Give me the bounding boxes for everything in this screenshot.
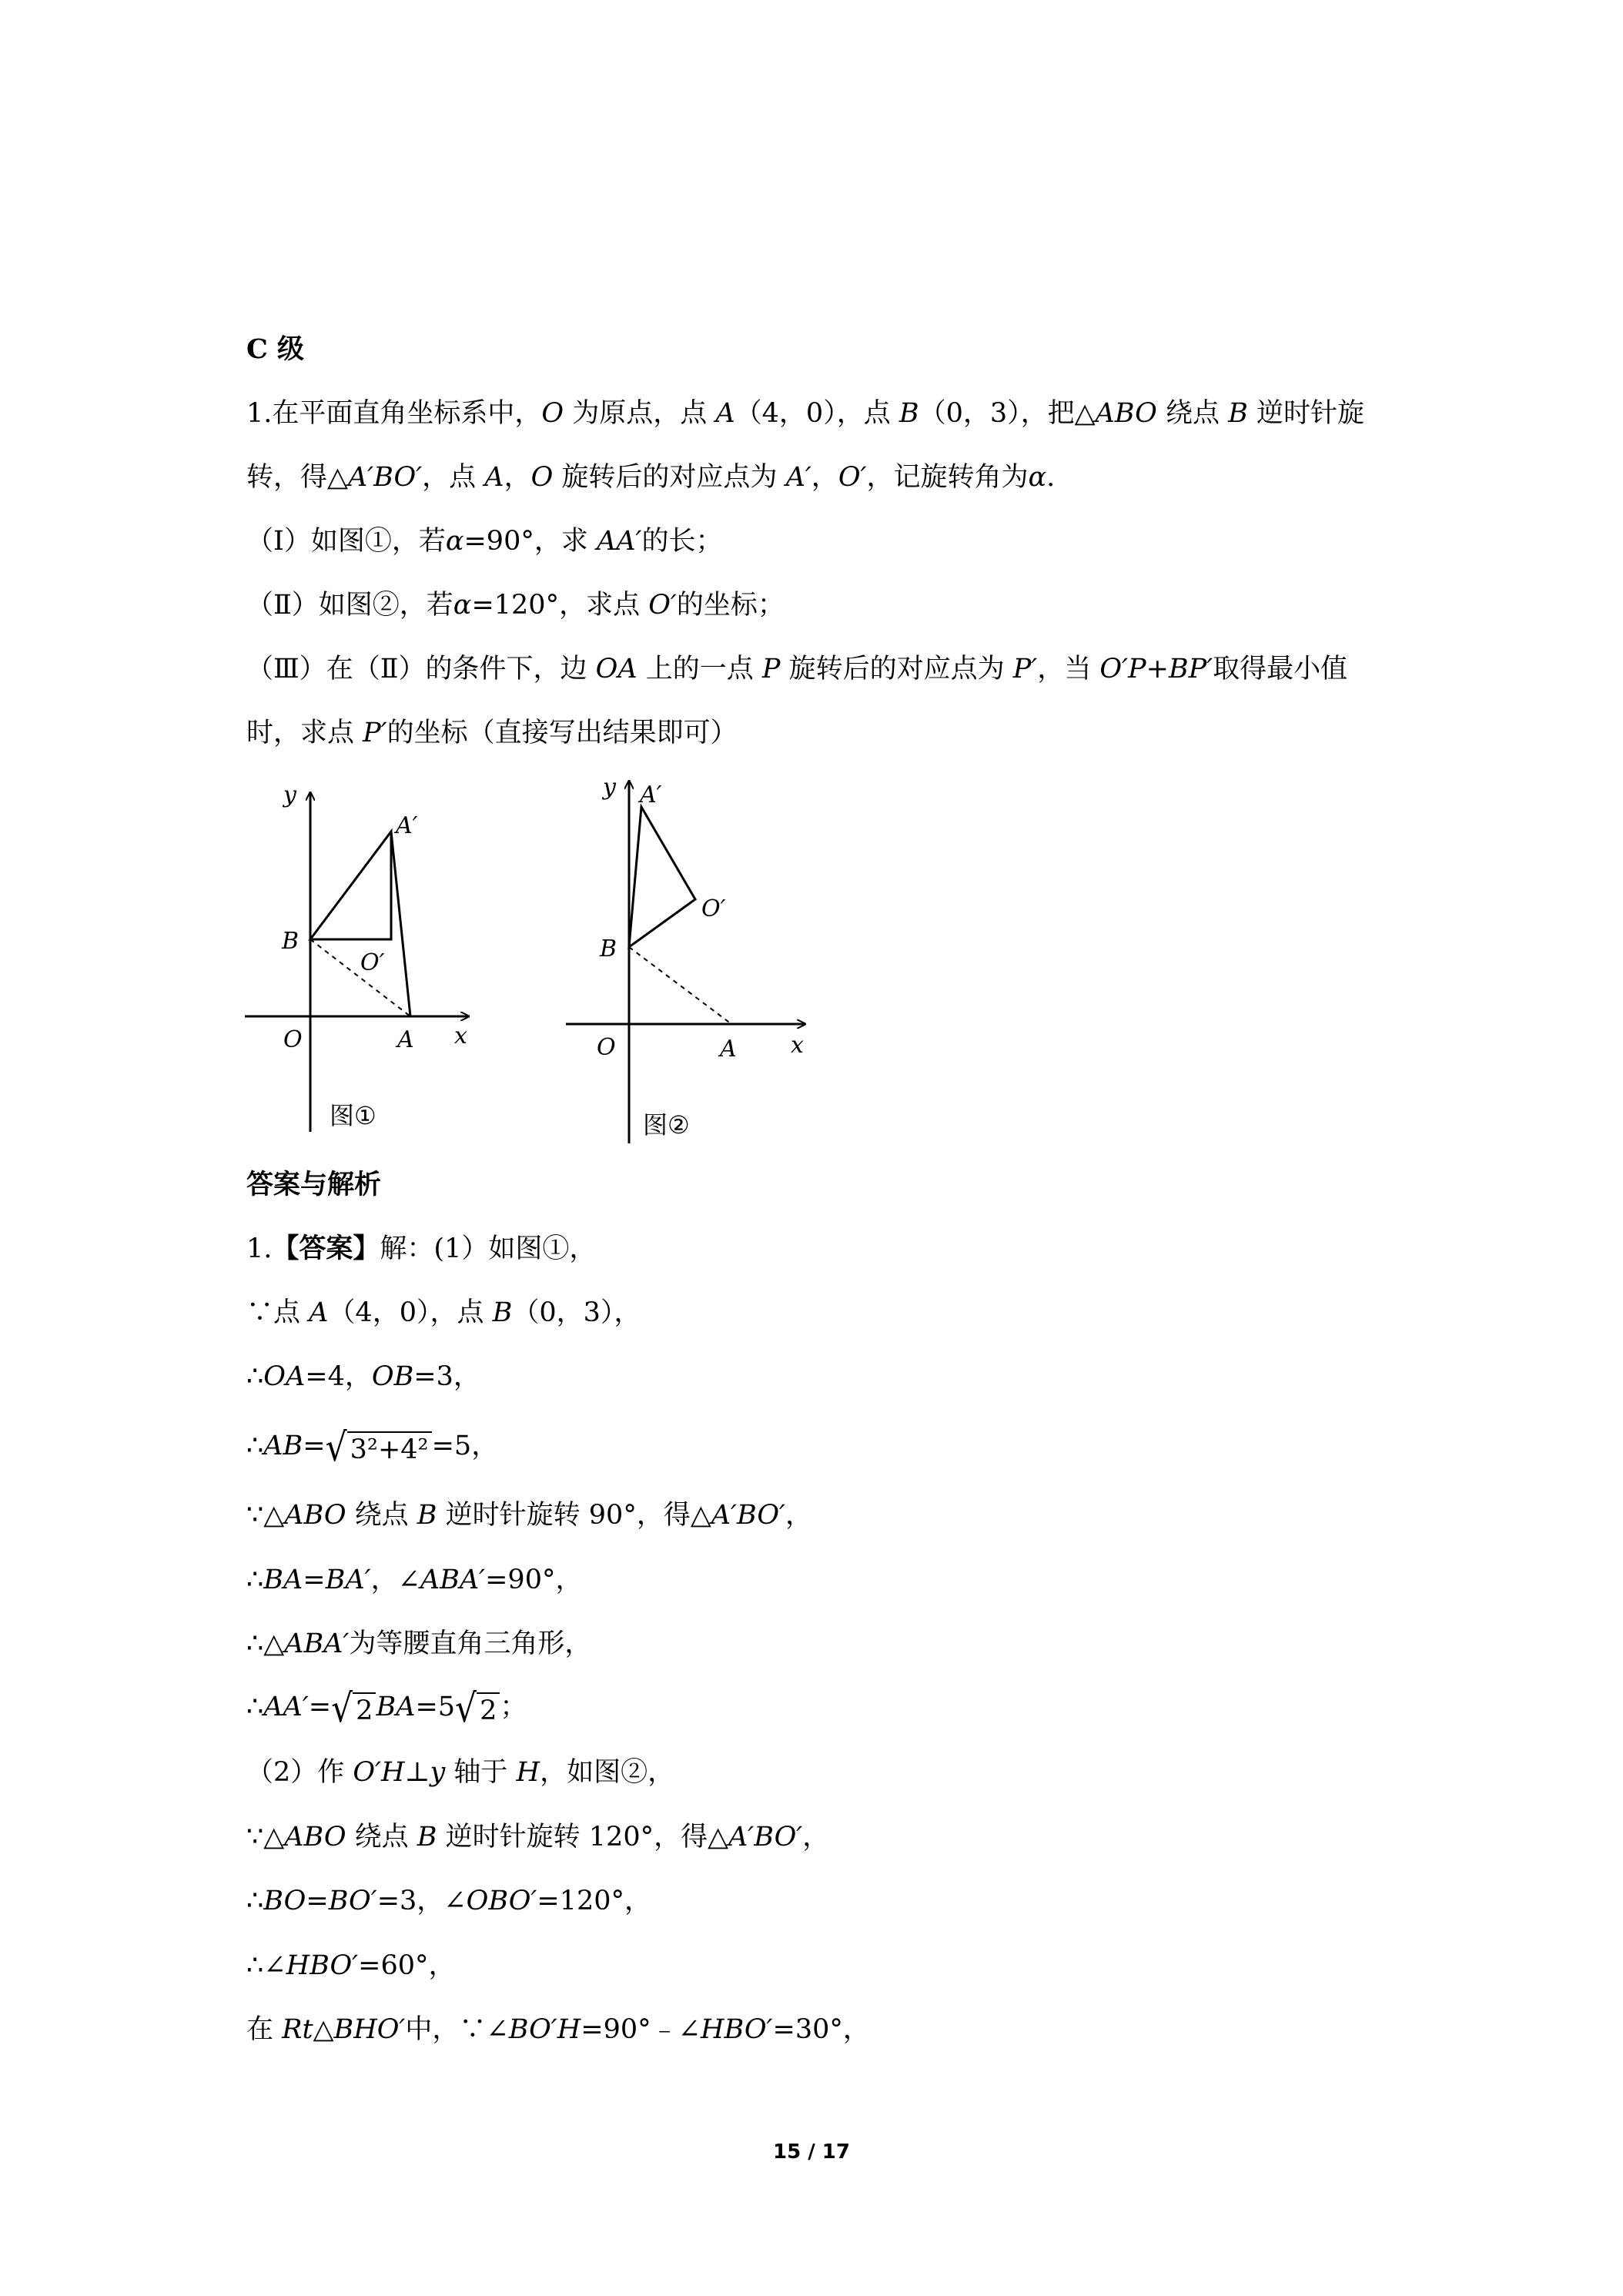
answer-line-1: 1.【答案】解：(1）如图①， [246, 1233, 597, 1264]
question-part-2: （Ⅱ）如图②，若α=120°，求点 O′的坐标； [246, 590, 785, 621]
fig2-label-y: y [603, 774, 616, 801]
fig2-caption: 图② [643, 1110, 690, 1140]
fig2-label-a: A [720, 1036, 737, 1063]
fig2-label-a1: A′ [640, 782, 662, 808]
fig2-label-o: O [597, 1034, 616, 1061]
answer-line-10: ∵△ABO 绕点 B 逆时针旋转 120°，得△A′BO′， [246, 1822, 830, 1853]
sqrt-2-b: √ 2 [455, 1689, 500, 1728]
answer-line-8: ∴AA′=√ 2 BA=5√ 2 ； [246, 1686, 527, 1732]
sqrt-2-a: √ 2 [331, 1689, 376, 1728]
answer-line-9: （2）作 O′H⊥y 轴于 H，如图②， [246, 1757, 675, 1788]
fig2-label-x: x [791, 1032, 804, 1059]
page-number: 15 / 17 [773, 2140, 850, 2164]
fig1-label-b: B [282, 928, 300, 955]
fig1-line-a1a [391, 832, 410, 1016]
fig1-triangle-a1bo1 [310, 832, 391, 939]
answer-line-5: ∵△ABO 绕点 B 逆时针旋转 90°，得△A′BO′， [246, 1500, 812, 1531]
figure-1 [245, 770, 476, 1147]
fig1-label-a: A [397, 1026, 414, 1053]
answer-line-2: ∵点 A（4，0），点 B（0，3）， [246, 1297, 641, 1328]
answer-line-11: ∴BO=BO′=3，∠OBO′=120°， [246, 1886, 651, 1916]
fig2-dashed-ab [629, 947, 731, 1024]
sqrt-3sq-4sq: √ 3²+4² [326, 1426, 432, 1469]
fig1-label-x: x [454, 1022, 467, 1049]
fig1-label-o: O [283, 1026, 303, 1053]
answer-line-13: 在 Rt△BHO′中，∵∠BO′H=90°﹣∠HBO′=30°， [246, 2014, 870, 2045]
answer-line-4: ∴AB=√ 3²+4² =5， [246, 1425, 499, 1471]
section-title: C 级 [246, 333, 305, 365]
figure-2 [566, 762, 820, 1147]
question-line-1: 1.在平面直角坐标系中，O 为原点，点 A（4，0），点 B（0，3），把△ABO 绕点 B 逆时针旋 [246, 398, 1364, 429]
fig1-label-y: y [283, 782, 296, 808]
answer-line-12: ∴∠HBO′=60°， [246, 1950, 456, 1981]
fig1-caption: 图① [330, 1101, 376, 1130]
fig1-label-a1: A′ [396, 812, 418, 839]
fig2-triangle-a1bo1 [629, 807, 695, 947]
question-part-3-cont: 时，求点 P′的坐标（直接写出结果即可） [246, 718, 738, 748]
fig1-label-o1: O′ [360, 949, 385, 976]
answer-line-3: ∴OA=4，OB=3， [246, 1361, 480, 1392]
answer-title: 答案与解析 [246, 1169, 382, 1200]
question-part-1: （Ⅰ）如图①，若α=90°，求 AA′的长； [246, 526, 723, 557]
answer-line-6: ∴BA=BA′，∠ABA′=90°， [246, 1565, 583, 1595]
fig2-label-b: B [600, 935, 617, 962]
question-line-2: 转，得△A′BO′，点 A，O 旋转后的对应点为 A′，O′，记旋转角为α. [246, 462, 1056, 493]
question-part-3: （Ⅲ）在（Ⅱ）的条件下，边 OA 上的一点 P 旋转后的对应点为 P′，当 O′P+BP′取得最小值 [246, 654, 1348, 684]
fig2-label-o1: O′ [701, 895, 726, 922]
answer-line-7: ∴△ABA′为等腰直角三角形， [246, 1628, 592, 1659]
